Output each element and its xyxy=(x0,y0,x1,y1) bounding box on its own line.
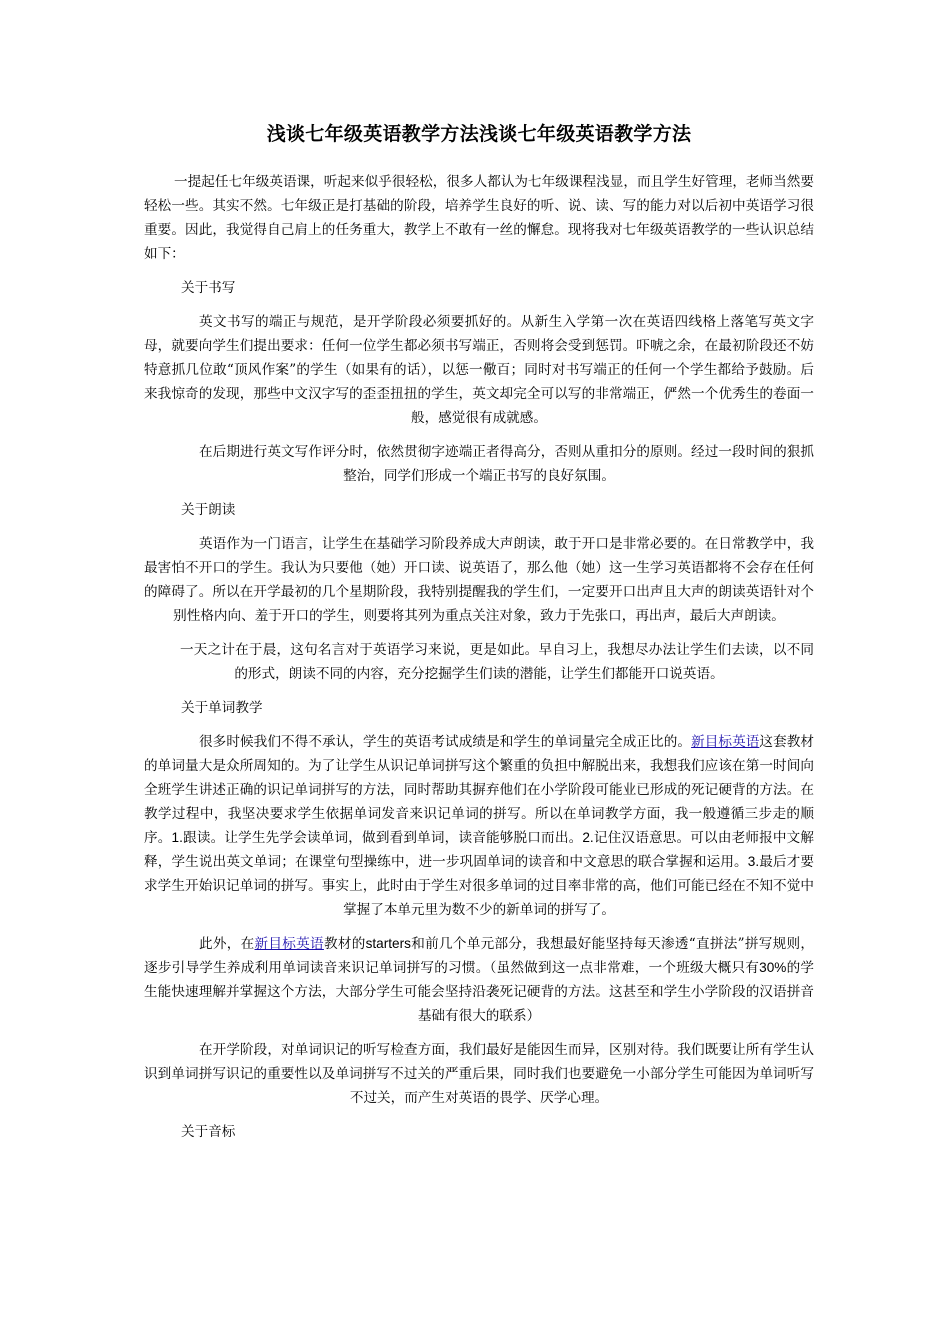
section-heading-writing: 关于书写 xyxy=(181,280,236,296)
step-3-number: 3. xyxy=(747,854,760,869)
vocabulary-p2-text-mid1: 教材的 xyxy=(323,936,366,952)
reading-paragraph-2: 一天之计在于晨，这句名言对于英语学习来说，更是如此。早自习上，我想尽办法让学生们去读，以不同的形式，朗读不同的内容，充分挖掘学生们读的潜能，让学生们都能开口说英语。 xyxy=(180,642,814,682)
vocabulary-p2-text-after: 的学生能快速理解并掌握这个方法，大部分学生可能会坚持沿袭死记硬背的方法。这甚至和学生小学阶段的汉语拼音基础有很大的联系） xyxy=(144,960,815,1024)
section-heading-phonetics: 关于音标 xyxy=(181,1124,236,1140)
vocabulary-p1-text-after: 这套教材的单词量大是众所周知的。为了让学生从识记单词拼写这个繁重的负担中解脱出来，我想我们应该在第一时间向全班学生讲述正确的识记单词拼写的方法，同时帮助其摒弃他们在小学阶段可能业已形成的死记硬背的方法。在教学过程中，我坚决要求学生依据单词发音来识记单词的拼写。所以在单词教学方面，我一般遵循三步走的顺序。 xyxy=(144,734,815,846)
step-2-number: 2. xyxy=(582,830,594,845)
vocabulary-p2-text-before: 此外，在 xyxy=(199,936,255,952)
vocabulary-paragraph-3: 在开学阶段，对单词识记的听写检查方面，我们最好是能因生而异，区别对待。我们既要让所有学生认识到单词拼写识记的重要性以及单词拼写不过关的严重后果，同时我们也要避免一小部分学生可能因为单词听写不过关，而产生对英语的畏学、厌学心理。 xyxy=(144,1042,814,1106)
step-1-number: 1. xyxy=(171,830,183,845)
writing-paragraph-2: 在后期进行英文写作评分时，依然贯彻字迹端正者得高分，否则从重扣分的原则。经过一段时间的狠抓整治，同学们形成一个端正书写的良好氛围。 xyxy=(199,444,814,484)
vocabulary-p2-text-mid2: 和前几个单元部分，我想最好能坚持每天渗透“直拼法”拼写规则，逐步引导学生养成利用单词读音来识记单词拼写的习惯。（虽然做到这一点非常难，一个班级大概只有 xyxy=(144,936,815,976)
writing-paragraph-1: 英文书写的端正与规范，是开学阶段必须要抓好的。从新生入学第一次在英语四线格上落笔写英文字母，就要向学生们提出要求：任何一位学生都必须书写端正，否则将会受到惩罚。吓唬之余，在最初阶段还不妨特意抓几位敢“顶风作案”的学生（如果有的话），以惩一儆百；同时对书写端正的任何一个学生都给予鼓励。后来我惊奇的发现，那些中文汉字写的歪歪扭扭的学生，英文却完全可以写的非常端正，俨然一个优秀生的卷面一般，感觉很有成就感。 xyxy=(144,314,814,426)
textbook-link[interactable]: 新目标英语 xyxy=(691,734,760,750)
starters-word: starters xyxy=(365,936,411,951)
vocabulary-p1-text-before: 很多时候我们不得不承认，学生的英语考试成绩是和学生的单词量完全成正比的。 xyxy=(199,734,692,750)
section-heading-reading: 关于朗读 xyxy=(181,502,236,518)
intro-paragraph: 一提起任七年级英语课，听起来似乎很轻松，很多人都认为七年级课程浅显，而且学生好管理，老师当然要轻松一些。其实不然。七年级正是打基础的阶段，培养学生良好的听、说、读、写的能力对以后初中英语学习很重要。因此，我觉得自己肩上的任务重大，教学上不敢有一丝的懈怠。现将我对七年级英语教学的一些认识总结如下： xyxy=(144,174,814,262)
document-content xyxy=(144,118,814,1154)
step-2-text: 记住汉语意思。可以由老师报中文解释，学生说出英文单词；在课堂句型操练中，进一步巩固单词的读音和中文意思的联合掌握和运用。 xyxy=(144,830,815,870)
step-3-text: 最后才要求学生开始识记单词的拼写。事实上，此时由于学生对很多单词的过目率非常的高，他们可能已经在不知不觉中掌握了本单元里为数不少的新单词的拼写了。 xyxy=(144,854,814,918)
section-heading-vocabulary: 关于单词教学 xyxy=(181,700,263,716)
vocabulary-paragraph-1 xyxy=(144,730,814,922)
step-1-text: 跟读。让学生先学会读单词，做到看到单词，读音能够脱口而出。 xyxy=(182,830,583,846)
reading-paragraph-1: 英语作为一门语言，让学生在基础学习阶段养成大声朗读，敢于开口是非常必要的。在日常教学中，我最害怕不开口的学生。我认为只要他（她）开口读、说英语了，那么他（她）这一生学习英语都将不会存在任何的障碍了。所以在开学最初的几个星期阶段，我特别提醒我的学生们，一定要开口出声且大声的朗读英语针对个别性格内向、羞于开口的学生，则要将其列为重点关注对象，致力于先张口，再出声，最后大声朗读。 xyxy=(144,536,814,624)
vocabulary-paragraph-2 xyxy=(144,932,814,1028)
textbook-link-2[interactable]: 新目标英语 xyxy=(254,936,324,952)
document-title: 浅谈七年级英语教学方法浅谈七年级英语教学方法 xyxy=(266,123,692,145)
percent-value: 30% xyxy=(759,960,787,975)
